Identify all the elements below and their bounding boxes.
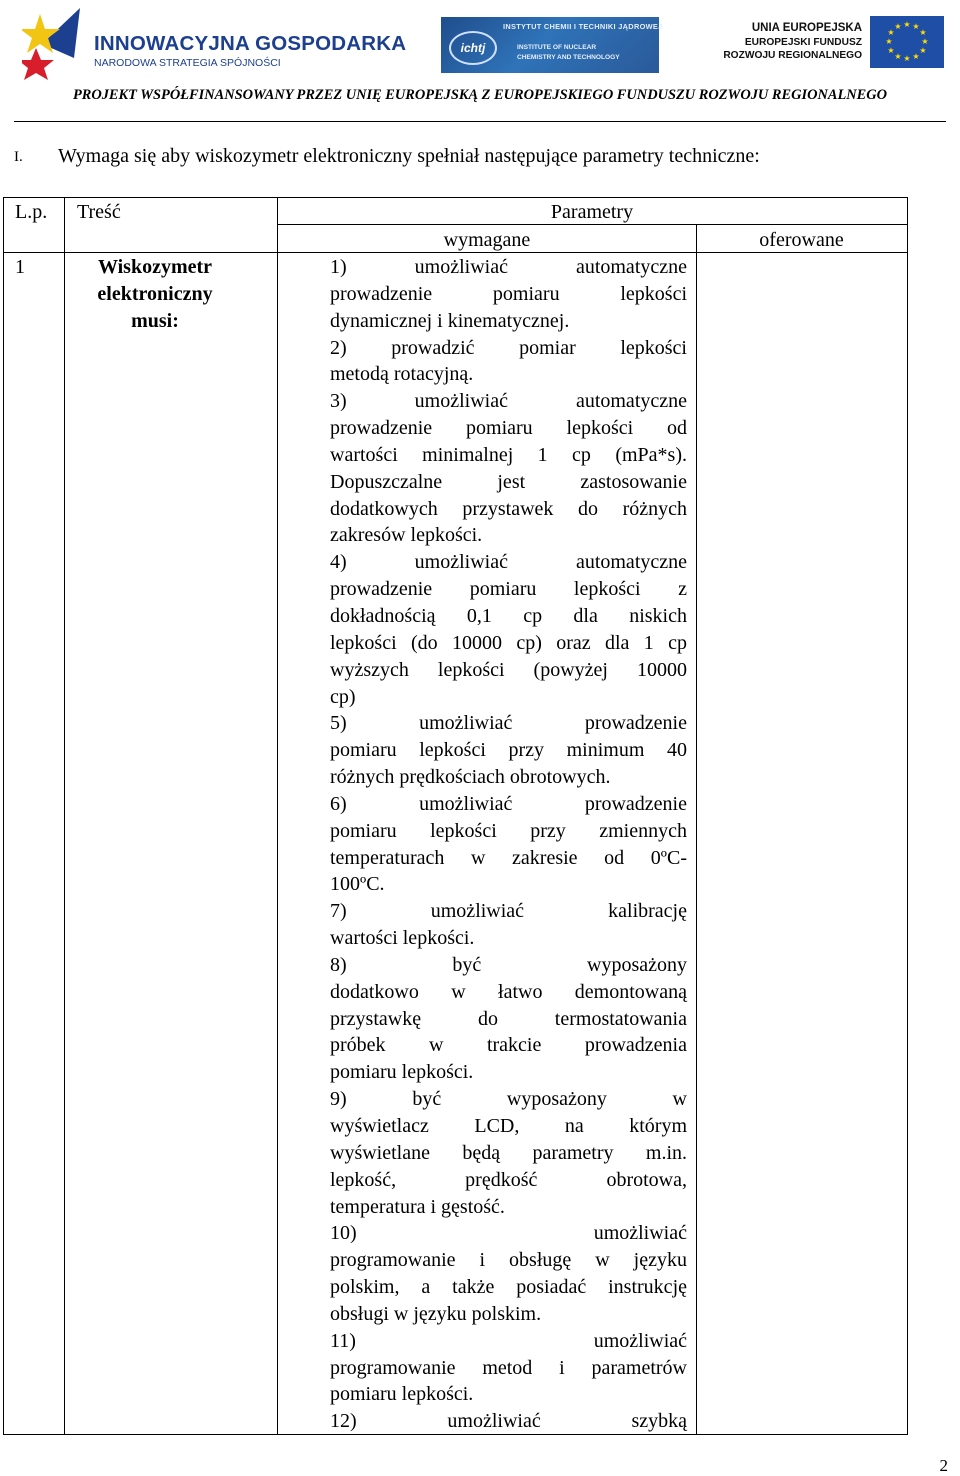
requirement-line: próbek w trakcie prowadzenia	[330, 1034, 687, 1057]
ichtj-logo	[441, 17, 663, 73]
ichtj-logo-english-line2: CHEMISTRY AND TECHNOLOGY	[517, 54, 620, 61]
requirement-line: 10) umożliwiać	[330, 1222, 687, 1245]
requirement-line: obsługi w języku polskim.	[330, 1302, 542, 1325]
ig-logo-subtitle: NARODOWA STRATEGIA SPÓJNOŚCI	[94, 57, 281, 69]
requirement-line: 4) umożliwiać automatyczne	[330, 551, 687, 574]
project-cofinancing-line: PROJEKT WSPÓŁFINANSOWANY PRZEZ UNIĘ EUROPEJSKĄ Z EUROPEJSKIEGO FUNDUSZU ROZWOJU REGIONALNEGO	[72, 87, 888, 103]
ichtj-mark-icon: ichtj	[449, 31, 497, 65]
requirement-line: lepkości (do 10000 cp) oraz dla 1 cp	[330, 631, 687, 654]
intro-text: Wymaga się aby wiskozymetr elektroniczny spełniał następujące parametry techniczne:	[58, 145, 760, 167]
requirement-line: 100ºC.	[330, 873, 385, 896]
requirement-line: 3) umożliwiać automatyczne	[330, 390, 687, 413]
table-border-top	[3, 197, 908, 198]
requirement-line: 5) umożliwiać prowadzenie	[330, 712, 687, 735]
requirement-line: pomiaru lepkości.	[330, 1061, 474, 1084]
svg-text:★: ★	[894, 52, 902, 61]
eu-logo-line3: ROZWOJU REGIONALNEGO	[723, 50, 862, 61]
header-oferowane: oferowane	[759, 229, 844, 251]
svg-text:★: ★	[919, 46, 927, 55]
table-border-col2	[277, 197, 278, 1435]
requirement-line: cp)	[330, 685, 356, 708]
table-border-left	[3, 197, 4, 1435]
ichtj-logo-english-line1: INSTITUTE OF NUCLEAR	[517, 44, 597, 51]
requirement-line: pomiaru lepkości przy zmiennych	[330, 819, 687, 842]
requirement-line: wyższych lepkości (powyżej 10000	[330, 658, 687, 681]
row-subject-line: musi:	[131, 310, 179, 332]
requirement-line: dodatkowo w łatwo demontowaną	[330, 980, 687, 1003]
row-subject	[75, 254, 235, 335]
innowacyjna-gospodarka-logo	[22, 4, 407, 82]
svg-text:★: ★	[887, 46, 895, 55]
table-border-col1	[64, 197, 65, 1435]
header-wymagane: wymagane	[443, 229, 531, 251]
requirement-line: dokładnością 0,1 cp dla niskich	[330, 604, 687, 627]
star-logo-icon	[22, 4, 86, 82]
svg-text:★: ★	[919, 28, 927, 37]
requirement-line: wartości minimalnej 1 cp (mPa*s).	[330, 443, 687, 466]
requirement-line: wartości lepkości.	[330, 927, 475, 950]
requirement-line: 2) prowadzić pomiar lepkości	[330, 336, 687, 359]
requirement-line: 11) umożliwiać	[330, 1329, 687, 1352]
requirement-line: programowanie i obsługę w języku	[330, 1249, 687, 1272]
svg-text:★: ★	[912, 52, 920, 61]
requirement-line: 7) umożliwiać kalibrację	[330, 900, 687, 923]
header-parametry: Parametry	[550, 201, 634, 223]
requirement-line: dynamicznej i kinematycznej.	[330, 309, 570, 332]
requirement-line: Dopuszczalne jest zastosowanie	[330, 470, 687, 493]
requirement-line: 8) być wyposażony	[330, 953, 687, 976]
eu-flag-icon	[870, 16, 944, 68]
svg-text:★: ★	[903, 54, 911, 63]
svg-text:★: ★	[921, 37, 929, 46]
header-lp: L.p.	[15, 201, 48, 223]
requirement-line: 9) być wyposażony w	[330, 1088, 687, 1111]
header-tresc: Treść	[77, 201, 121, 223]
row-number: 1	[15, 256, 25, 278]
section-number: I.	[14, 149, 23, 165]
requirement-line: metodą rotacyjną.	[330, 363, 474, 386]
requirement-line: programowanie metod i parametrów	[330, 1356, 687, 1379]
requirement-line: 12) umożliwiać szybką	[330, 1410, 687, 1433]
ichtj-logo-top-text: INSTYTUT CHEMII I TECHNIKI JĄDROWEJ	[503, 22, 663, 31]
svg-text:★: ★	[903, 20, 911, 29]
requirement-line: różnych prędkościach obrotowych.	[330, 766, 611, 789]
requirement-line: wyświetlacz LCD, na którym	[330, 1115, 687, 1137]
row-subject-line: Wiskozymetr	[97, 256, 213, 278]
svg-text:★: ★	[885, 37, 893, 46]
requirement-line: 6) umożliwiać prowadzenie	[330, 792, 687, 815]
requirement-line: temperaturach w zakresie od 0ºC-	[330, 846, 687, 869]
table-border-right	[907, 197, 908, 1435]
requirement-line: zakresów lepkości.	[330, 524, 483, 547]
ig-logo-title: INNOWACYJNA GOSPODARKA	[94, 32, 407, 55]
requirement-line: pomiaru lepkości przy minimum 40	[330, 739, 687, 762]
svg-text:★: ★	[887, 28, 895, 37]
eu-logo-line2: EUROPEJSKI FUNDUSZ	[744, 37, 862, 48]
requirement-line: prowadzenie pomiaru lepkości od	[330, 417, 687, 440]
requirement-line: polskim, a także posiadać instrukcję	[330, 1276, 687, 1299]
requirement-line: pomiaru lepkości.	[330, 1383, 474, 1406]
eu-logo-line1: UNIA EUROPEJSKA	[751, 22, 862, 34]
required-parameters-list	[330, 254, 687, 1435]
offered-value-cell[interactable]	[697, 253, 907, 1434]
requirement-line: prowadzenie pomiaru lepkości	[330, 282, 687, 305]
requirement-line: przystawkę do termostatowania	[330, 1007, 687, 1030]
requirement-line: lepkość, prędkość obrotowa,	[330, 1168, 687, 1191]
page-number: 2	[939, 1456, 948, 1475]
requirement-line: dodatkowych przystawek do różnych	[330, 497, 687, 520]
requirement-line: wyświetlane będą parametry m.in.	[330, 1141, 687, 1164]
requirement-line: temperatura i gęstość.	[330, 1195, 505, 1218]
svg-text:★: ★	[894, 22, 902, 31]
requirement-line: prowadzenie pomiaru lepkości z	[330, 578, 687, 601]
row-subject-line: elektroniczny	[97, 283, 213, 305]
header-divider	[14, 121, 946, 122]
requirement-line: 1) umożliwiać automatyczne	[330, 256, 687, 278]
svg-text:★: ★	[912, 22, 920, 31]
eu-logo	[716, 4, 956, 78]
